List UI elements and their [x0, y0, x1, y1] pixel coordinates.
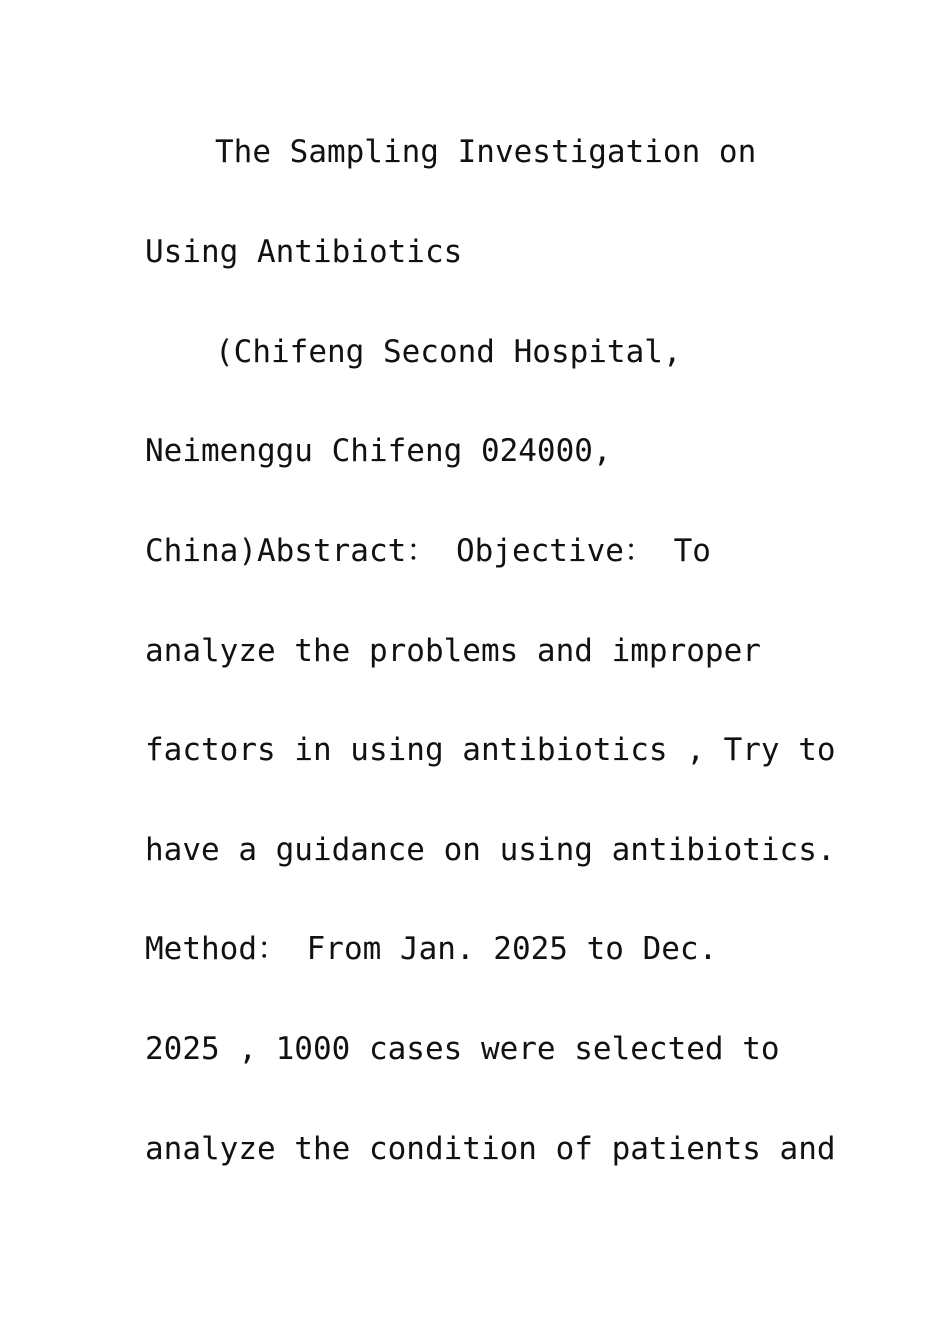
abstract-line-4: have a guidance on using antibiotics. — [145, 832, 836, 868]
affiliation-line-2: Neimenggu Chifeng 024000, — [145, 433, 612, 469]
affiliation-line-1: (Chifeng Second Hospital, — [215, 334, 682, 370]
abstract-line-3: factors in using antibiotics , Try to — [145, 732, 836, 768]
abstract-line-1: China)Abstract： Objective： To — [145, 533, 711, 569]
title-line-2: Using Antibiotics — [145, 234, 463, 270]
abstract-line-2: analyze the problems and improper — [145, 633, 761, 669]
method-line-2: 2025 , 1000 cases were selected to — [145, 1031, 780, 1067]
method-line-3: analyze the condition of patients and — [145, 1131, 836, 1167]
title-line-1: The Sampling Investigation on — [215, 134, 757, 170]
method-line-1: Method： From Jan. 2025 to Dec. — [145, 931, 718, 967]
